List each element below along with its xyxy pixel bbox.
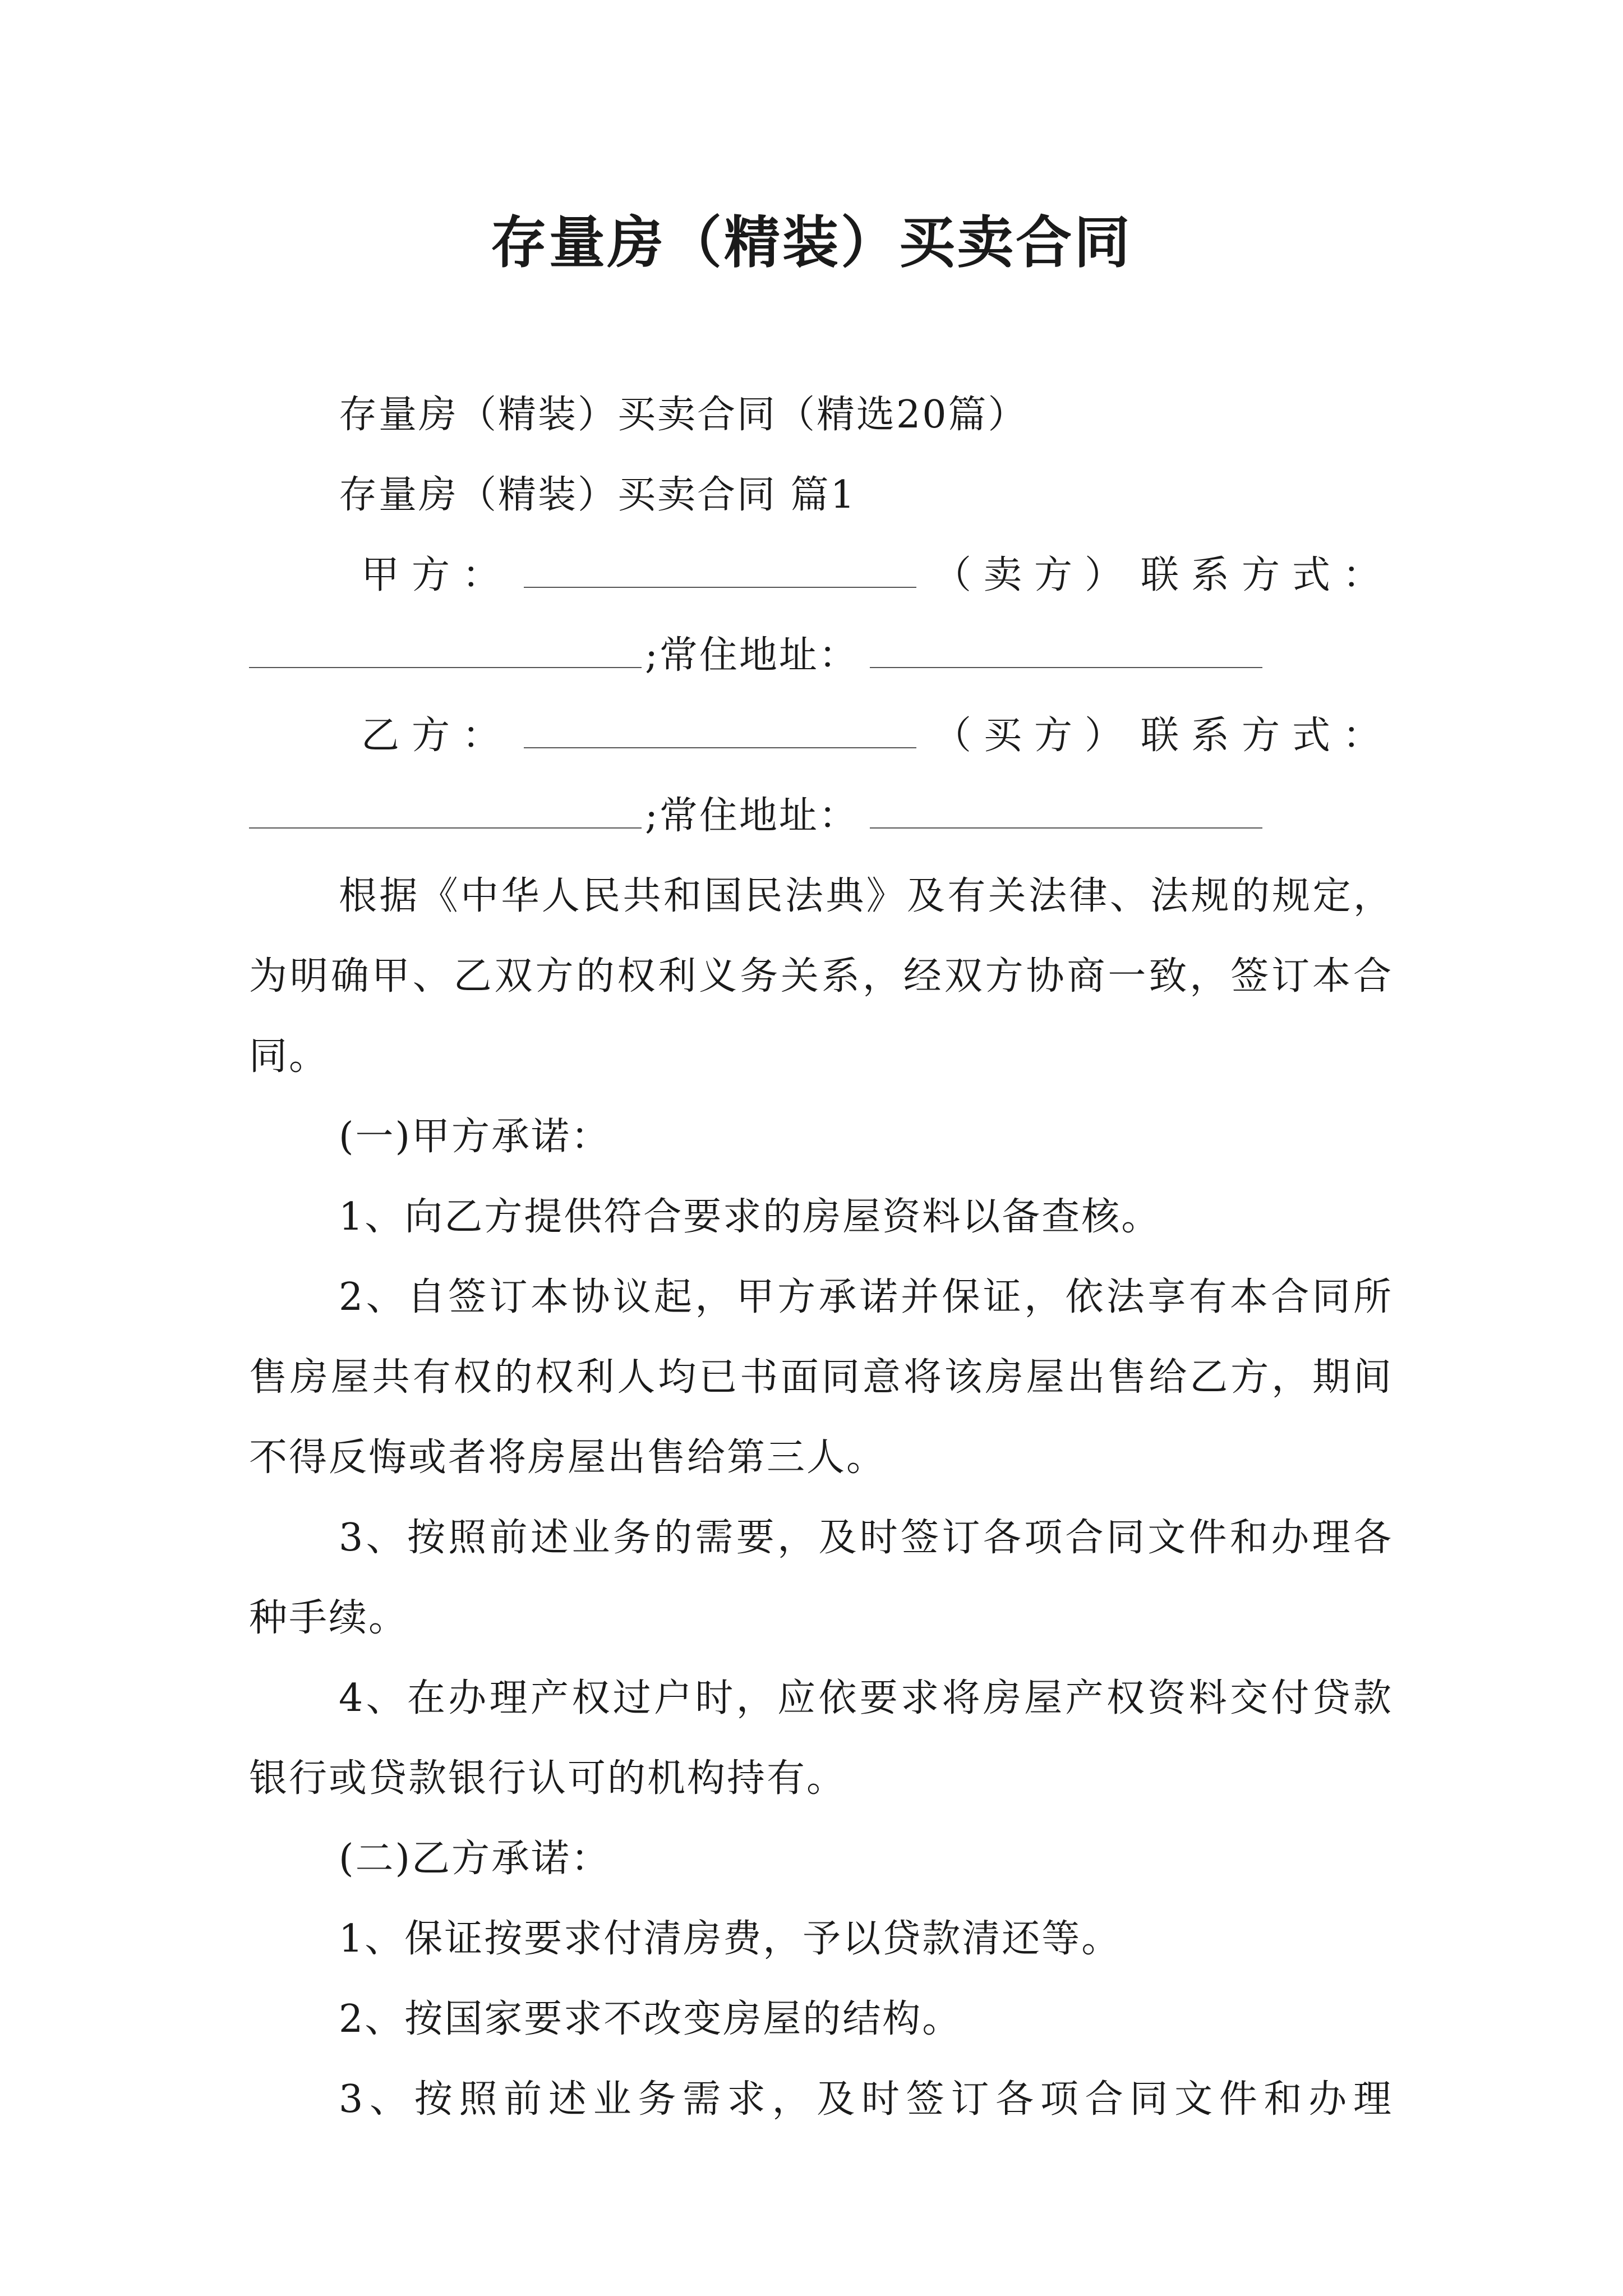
party-a-line (249, 535, 1393, 615)
party-b-line (249, 696, 1393, 776)
party-a-promise-item: 2、自签订本协议起，甲方承诺并保证，依法享有本合同所售房屋共有权的权利人均已书面同意将该房屋出售给乙方，期间不得反悔或者将房屋出售给第三人。 (249, 1275, 1393, 1480)
party-b-address-label: ;常住地址： (645, 794, 859, 838)
party-a-contact-blank (249, 628, 642, 668)
party-b-contact-blank (249, 788, 642, 829)
contract-body (249, 375, 1393, 2139)
party-b-contact-label: 联系方式： (1140, 714, 1393, 758)
party-b-promises-heading: (二)乙方承诺： (339, 1837, 611, 1881)
party-a-address-label: ;常住地址： (645, 633, 859, 678)
party-a-promises-heading: (一)甲方承诺： (339, 1115, 611, 1159)
party-a-contact-line (249, 615, 1393, 696)
party-a-label: 甲方： (361, 553, 513, 597)
party-a-name-blank (524, 547, 916, 588)
party-a-role: （卖方） (933, 553, 1136, 597)
page-title: 存量房（精装）买卖合同 (491, 210, 1132, 275)
party-a-promise-item: 1、向乙方提供符合要求的房屋资料以备查核。 (339, 1195, 1161, 1239)
party-a-address-blank (870, 628, 1262, 668)
party-b-promise-item: 3、按照前述业务需求，及时签订各项合同文件和办理 (339, 2077, 1393, 2122)
party-b-address-blank (870, 788, 1262, 829)
party-a-promise-item: 3、按照前述业务的需要，及时签订各项合同文件和办理各种手续。 (249, 1516, 1393, 1640)
intro-paragraph: 根据《中华人民共和国民法典》及有关法律、法规的规定，为明确甲、乙双方的权利义务关系，经双方协商一致，签订本合同。 (249, 874, 1393, 1079)
document-subtitle: 存量房（精装）买卖合同（精选20篇） (339, 393, 1028, 437)
party-b-role: （买方） (933, 714, 1136, 758)
party-b-name-blank (524, 708, 916, 748)
party-b-contact-line (249, 776, 1393, 856)
party-b-promise-item: 2、按国家要求不改变房屋的结构。 (339, 1997, 962, 2041)
party-a-promise-item: 4、在办理产权过户时，应依要求将房屋产权资料交付贷款银行或贷款银行认可的机构持有。 (249, 1676, 1393, 1801)
party-b-label: 乙方： (361, 714, 513, 758)
party-b-promise-item: 1、保证按要求付清房费，予以贷款清还等。 (339, 1917, 1122, 1961)
party-a-contact-label: 联系方式： (1140, 553, 1393, 597)
section-heading: 存量房（精装）买卖合同 篇1 (339, 473, 856, 517)
